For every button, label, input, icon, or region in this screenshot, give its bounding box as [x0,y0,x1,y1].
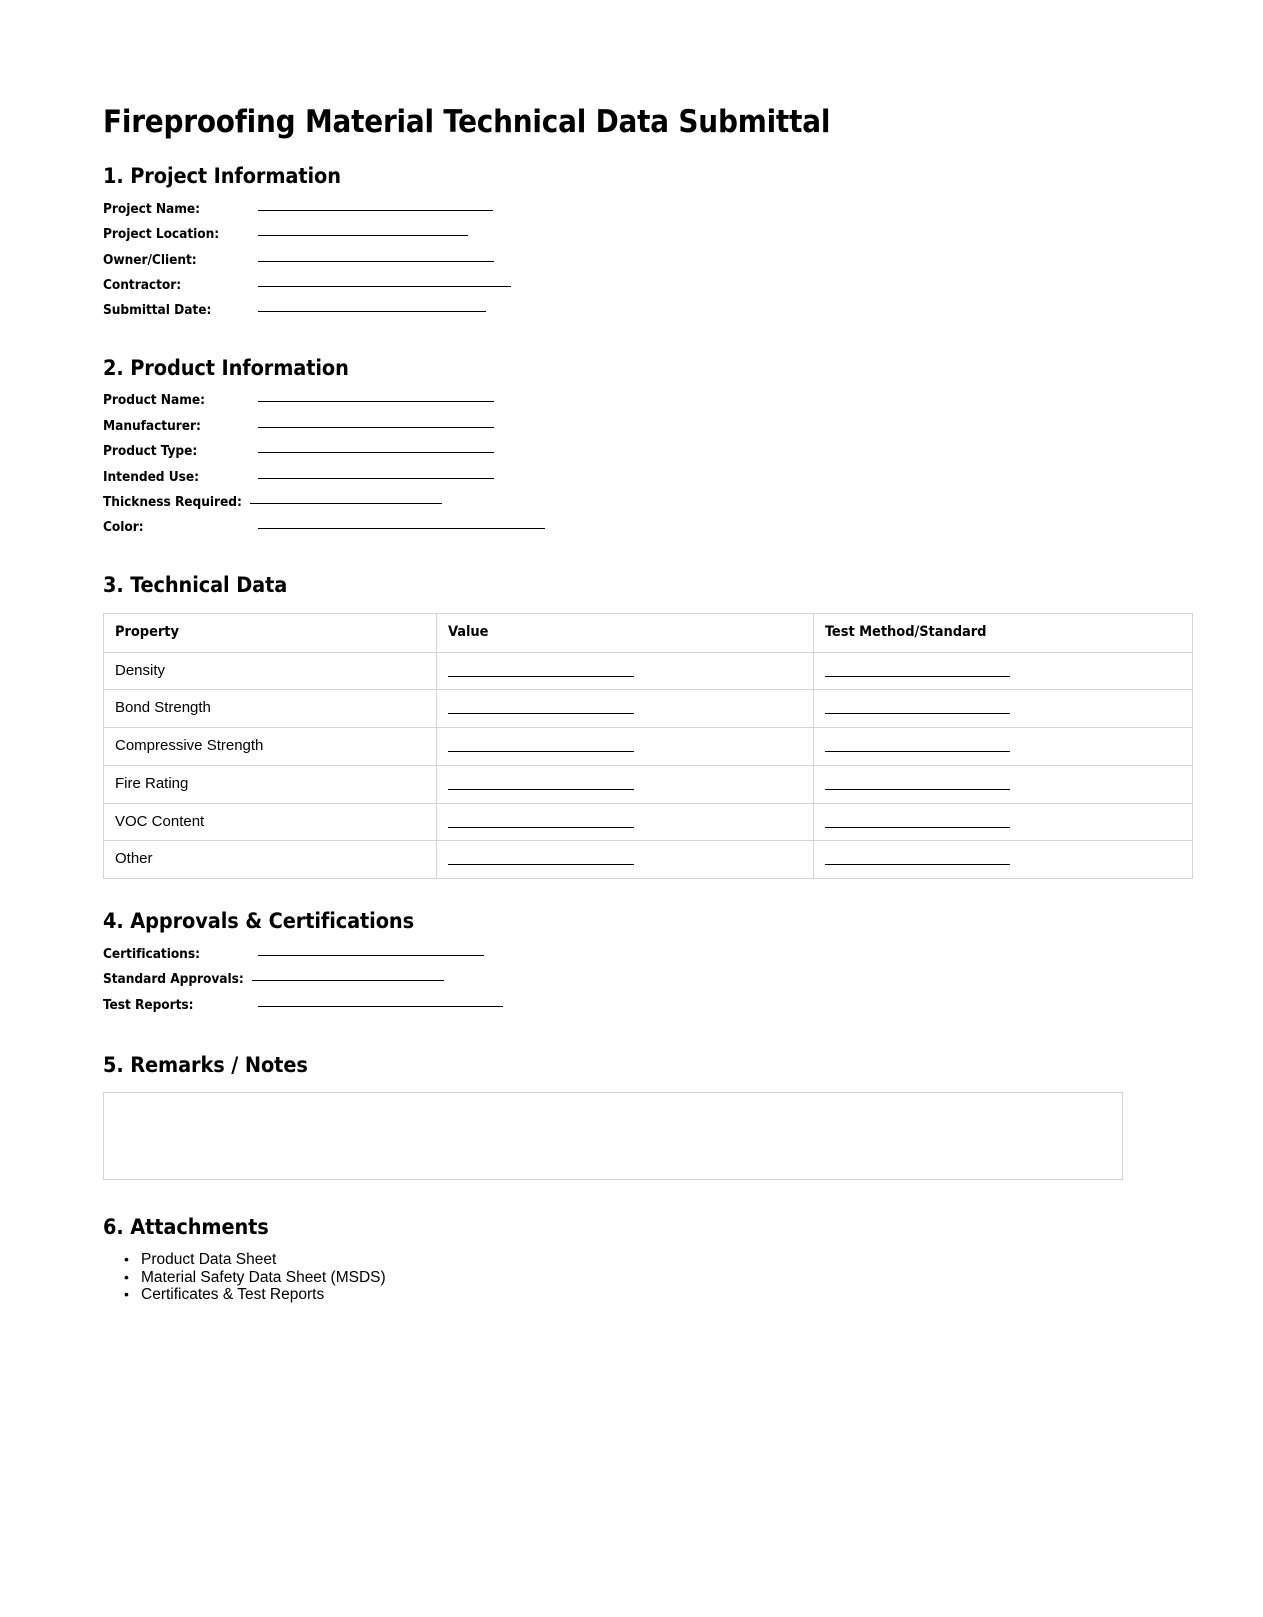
field-row-product-type [103,443,1123,468]
product-information-fields [103,392,1123,544]
test-method-input-compressive-strength[interactable] [825,751,1010,752]
field-row-standard-approvals [103,971,1123,996]
section-heading-approvals-certifications: 4. Approvals & Certifications [103,909,414,935]
cell-test-method-other[interactable] [814,841,1193,879]
test-method-input-other[interactable] [825,864,1010,865]
approvals-certifications-fields [103,946,1123,1022]
cell-test-method-voc-content[interactable] [814,803,1193,841]
list-item: • Certificates & Test Reports [141,1286,1123,1304]
table-header-row [104,613,1193,652]
field-input-contractor[interactable] [258,286,511,287]
field-row-test-reports [103,997,1123,1022]
project-information-fields [103,201,1123,328]
column-header-property: Property [104,613,437,652]
cell-property-fire-rating: Fire Rating [104,765,437,803]
section-heading-product-information: 2. Product Information [103,355,349,381]
cell-property-compressive-strength: Compressive Strength [104,728,437,766]
field-input-intended-use[interactable] [258,478,494,479]
table-row [104,728,1193,766]
cell-value-bond-strength[interactable] [437,690,814,728]
field-row-project-location [103,226,1123,251]
document-content [103,0,1123,1304]
field-label-owner-client: Owner/Client: [103,251,197,268]
field-input-manufacturer[interactable] [258,427,494,428]
field-label-standard-approvals: Standard Approvals: [103,971,244,988]
value-input-fire-rating[interactable] [448,789,634,790]
field-row-intended-use [103,469,1123,494]
field-row-project-name [103,201,1123,226]
page-title: Fireproofing Material Technical Data Submittal [103,104,831,140]
field-input-product-name[interactable] [258,401,494,402]
cell-value-fire-rating[interactable] [437,765,814,803]
field-label-product-type: Product Type: [103,443,198,460]
section-heading-attachments: 6. Attachments [103,1214,269,1240]
field-label-test-reports: Test Reports: [103,996,194,1013]
table-row [104,690,1193,728]
cell-value-voc-content[interactable] [437,803,814,841]
field-input-product-type[interactable] [258,452,494,453]
cell-test-method-bond-strength[interactable] [814,690,1193,728]
field-input-thickness-required[interactable] [250,503,442,504]
field-input-project-location[interactable] [258,235,468,236]
field-label-submittal-date: Submittal Date: [103,302,212,319]
cell-value-density[interactable] [437,652,814,690]
field-label-color: Color: [103,519,144,536]
cell-value-other[interactable] [437,841,814,879]
field-label-certifications: Certifications: [103,945,200,962]
table-row [104,803,1193,841]
field-label-thickness-required: Thickness Required: [103,494,242,511]
field-label-intended-use: Intended Use: [103,468,199,485]
section-heading-remarks-notes: 5. Remarks / Notes [103,1052,308,1078]
cell-property-other: Other [104,841,437,879]
column-header-test-method: Test Method/Standard [814,613,1193,652]
value-input-density[interactable] [448,676,634,677]
field-row-submittal-date [103,302,1123,327]
field-input-standard-approvals[interactable] [252,980,444,981]
technical-data-table-body [104,652,1193,879]
technical-data-table-head [104,613,1193,652]
field-row-contractor [103,277,1123,302]
field-row-owner-client [103,252,1123,277]
column-header-value: Value [437,613,814,652]
field-input-project-name[interactable] [258,210,493,211]
cell-property-density: Density [104,652,437,690]
field-row-color [103,519,1123,544]
list-item: • Product Data Sheet [141,1251,1123,1269]
section-heading-project-information: 1. Project Information [103,164,341,190]
table-row [104,765,1193,803]
test-method-input-voc-content[interactable] [825,827,1010,828]
cell-property-bond-strength: Bond Strength [104,690,437,728]
section-heading-technical-data: 3. Technical Data [103,572,288,598]
cell-test-method-compressive-strength[interactable] [814,728,1193,766]
attachments-list [103,1251,1123,1304]
cell-property-voc-content: VOC Content [104,803,437,841]
test-method-input-density[interactable] [825,676,1010,677]
value-input-bond-strength[interactable] [448,713,634,714]
cell-value-compressive-strength[interactable] [437,728,814,766]
field-input-submittal-date[interactable] [258,311,486,312]
table-row [104,652,1193,690]
field-input-color[interactable] [258,528,545,529]
value-input-voc-content[interactable] [448,827,634,828]
field-input-certifications[interactable] [258,955,484,956]
field-row-manufacturer [103,418,1123,443]
field-label-project-name: Project Name: [103,200,201,217]
list-item: • Material Safety Data Sheet (MSDS) [141,1269,1123,1287]
field-label-manufacturer: Manufacturer: [103,417,201,434]
field-input-test-reports[interactable] [258,1006,503,1007]
test-method-input-fire-rating[interactable] [825,789,1010,790]
field-label-product-name: Product Name: [103,392,205,409]
field-label-contractor: Contractor: [103,276,182,293]
value-input-other[interactable] [448,864,634,865]
technical-data-table [103,613,1193,880]
field-input-owner-client[interactable] [258,261,494,262]
test-method-input-bond-strength[interactable] [825,713,1010,714]
field-row-thickness-required [103,494,1123,519]
value-input-compressive-strength[interactable] [448,751,634,752]
field-label-project-location: Project Location: [103,226,220,243]
cell-test-method-fire-rating[interactable] [814,765,1193,803]
remarks-notes-textarea[interactable] [103,1092,1123,1180]
cell-test-method-density[interactable] [814,652,1193,690]
table-row [104,841,1193,879]
field-row-product-name [103,392,1123,417]
field-row-certifications [103,946,1123,971]
